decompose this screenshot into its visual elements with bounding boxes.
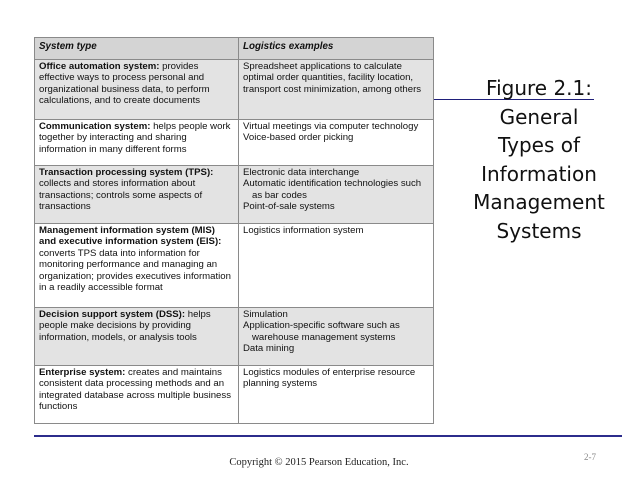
- logistics-examples-cell: [238, 60, 433, 120]
- example-line: Application-specific software such as: [242, 320, 400, 332]
- page-number: 2-7: [584, 452, 596, 462]
- example-line: Simulation: [242, 309, 288, 320]
- example-line: Point-of-sale systems: [242, 201, 335, 213]
- caption-line: Management: [473, 190, 605, 214]
- column-header-system-type: System type: [35, 38, 239, 60]
- system-types-table: [34, 37, 434, 424]
- example-line: as bar codes: [251, 189, 307, 201]
- example-line: Logistics information system: [242, 225, 364, 236]
- example-line: Data mining: [242, 343, 295, 355]
- caption-line: Information: [481, 161, 597, 186]
- system-type-cell: [35, 366, 239, 424]
- table-row: [35, 224, 434, 308]
- logistics-examples-cell: [238, 366, 433, 424]
- caption-line: Types of: [498, 133, 580, 157]
- system-type-name: Enterprise system:: [39, 367, 126, 378]
- example-line: Voice-based order picking: [242, 132, 354, 144]
- logistics-examples-cell: [238, 120, 433, 166]
- example-line: Electronic data interchange: [242, 167, 360, 178]
- system-type-name: Communication system:: [39, 121, 151, 132]
- system-type-cell: [35, 166, 239, 224]
- example-line: Virtual meetings via computer technology: [242, 121, 419, 132]
- example-line: warehouse management systems: [251, 331, 396, 343]
- system-type-description: converts TPS data into information for monitoring performance and managing an organization; provides executives information in a readily accessible format: [39, 247, 231, 294]
- system-type-description: helps people make decisions by providing information, models, or analysis tools: [39, 309, 211, 343]
- example-line: Spreadsheet applications to calculate optimal order quantities, facility location, transport cost minimization, among others: [242, 61, 422, 95]
- system-type-cell: [35, 224, 239, 308]
- system-type-description: collects and stores information about transactions; controls some aspects of transactions: [39, 178, 203, 213]
- table-row: [35, 308, 434, 366]
- system-type-cell: [35, 60, 239, 120]
- system-type-name: Office automation system:: [39, 61, 160, 72]
- system-type-name: Transaction processing system (TPS):: [39, 167, 214, 178]
- system-type-description: creates and maintains consistent data processing methods and an integrated database across multiple business functions: [39, 367, 231, 413]
- logistics-examples-cell: [238, 166, 433, 224]
- table-header-row: [35, 38, 434, 60]
- table-row: [35, 366, 434, 424]
- copyright-notice: Copyright © 2015 Pearson Education, Inc.: [229, 457, 409, 468]
- table-row: [35, 60, 434, 120]
- logistics-examples-cell: [238, 308, 433, 366]
- system-type-description: helps people work together by interacting and sharing information in many different forms: [39, 121, 231, 155]
- caption-line: Systems: [496, 218, 582, 243]
- system-type-cell: [35, 120, 239, 166]
- column-header-logistics-examples: Logistics examples: [238, 38, 433, 60]
- footer-rule: [34, 435, 622, 437]
- logistics-examples-cell: [238, 224, 433, 308]
- example-line: Logistics modules of enterprise resource planning systems: [242, 367, 416, 390]
- system-type-cell: [35, 308, 239, 366]
- example-line: Automatic identification technologies such: [242, 178, 422, 190]
- table-row: [35, 166, 434, 224]
- figure-caption: [445, 74, 633, 245]
- caption-line: General: [499, 104, 579, 129]
- system-type-name: Decision support system (DSS):: [39, 309, 186, 320]
- system-type-description: provides effective ways to process personal and organizational business data, to perform calculations, and to create documents: [39, 61, 210, 107]
- table-row: [35, 120, 434, 166]
- system-type-name: Management information system (MIS) and executive information system (EIS):: [39, 225, 222, 248]
- caption-line: Figure 2.1:: [486, 76, 592, 100]
